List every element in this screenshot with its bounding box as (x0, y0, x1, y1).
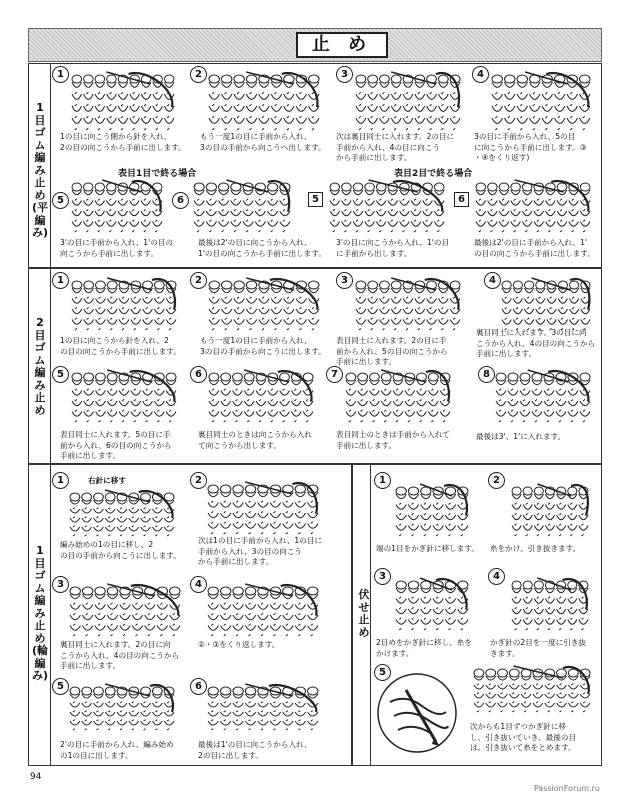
step-number: 2 (190, 272, 207, 289)
page-title: 止 め (296, 32, 388, 58)
step-caption: 糸をかけ、引き抜きます。 (490, 544, 581, 553)
knitting-diagram (204, 582, 322, 638)
step-caption: 1の目に向こうから針を入れ、2 の目の向こうから手前に出します。 (60, 336, 181, 356)
step-number: 4 (484, 272, 501, 289)
step-caption: 最後は1'の目に向こうから入れ、 2の目に出します。 (198, 740, 312, 760)
step-number: 2 (190, 472, 207, 489)
step-number: 5 (52, 192, 69, 209)
section-label-box (29, 465, 51, 765)
step-caption: 裏目同士に入れます。2の目に向 こうから入れ、4の目の向こうから 手前に出します。 (60, 640, 180, 670)
step-caption: 表目同士のときは手前から入れて 手前に出します。 (336, 430, 450, 450)
step-caption: 3の目に手前から入れ、5の目 に向こうから手前に出します。③ ・④をくり返す) (474, 132, 587, 162)
step-number: 3 (336, 66, 353, 83)
step-number: 3 (52, 576, 69, 593)
step-number: 1 (52, 472, 69, 489)
step-number: 1 (374, 472, 391, 489)
step-number: 5 (374, 664, 391, 681)
page-number: 94 (30, 772, 42, 782)
step-caption: ②・③をくり返します。 (198, 640, 280, 649)
annotation: 右針に移す (88, 476, 126, 485)
step-caption: 裏目同士のときは向こうから入れ て向こうから出します。 (198, 430, 312, 450)
section-label-box (353, 465, 375, 765)
knitting-diagram (342, 368, 454, 424)
knitting-diagram (68, 276, 180, 332)
step-caption: 次からも1目ずつかぎ針に移 し、引き抜いていき、最後の目 は、引き抜いて糸をとめます。 (470, 722, 577, 752)
step-caption: 2目めをかぎ針に移し、糸を かけます。 (376, 638, 472, 658)
knitting-diagram (205, 70, 323, 132)
step-caption: かぎ針の2目を一度に引き抜 きます。 (490, 638, 586, 658)
knitting-diagram (508, 482, 592, 538)
step-caption: 最後は3'、1'に入れます。 (476, 432, 566, 441)
subheading: 表目2目で終る場合 (394, 169, 473, 179)
knitting-diagram (508, 576, 592, 632)
knitting-diagram (66, 682, 178, 732)
section-label: 2 目 ゴ ム 編 み 止 め (34, 316, 46, 417)
step-number: 5 (52, 678, 69, 695)
step-caption: 次は裏目同士に入れます。2の目に 手前から入れ、4の目に向こう から手前に出します。 (336, 132, 455, 162)
knitting-diagram (66, 488, 178, 538)
step-caption: 端の1目をかぎ針に移します。 (376, 544, 479, 553)
section-label: 1 目 ゴ ム 編 み 止 め (平 編 み) (32, 101, 49, 239)
knitting-diagram (352, 276, 464, 332)
knitting-diagram (68, 70, 178, 132)
step-caption: 表目同士に入れます。2の目に手 前から入れ、5の目の向こうから 手前に出します。 (336, 336, 448, 366)
step-caption: 最後は2'の目に手前から入れ、1' の目の向こうから手前に出します。 (474, 238, 595, 258)
step-caption: 3'の目に手前から入れ、1'の目の 向こうから手前に出します。 (60, 238, 174, 258)
section-label: 1 目 ゴ ム 編 み 止 め (輪 編 み) (32, 544, 49, 682)
knitting-diagram (66, 582, 184, 638)
step-number: 4 (472, 66, 489, 83)
subheading: 表目1目で終る場合 (118, 169, 197, 179)
knitting-diagram (326, 178, 448, 234)
step-number: 8 (478, 366, 495, 383)
knitting-diagram (68, 368, 180, 424)
step-caption: もう一度1の目に手前から入れ、 3の目の手前から向こうへ出します。 (200, 132, 326, 152)
step-caption: 2'の目に手前から入れ、編み始め の1の目に出します。 (60, 740, 174, 760)
step-number: 4 (190, 576, 207, 593)
knitting-diagram (204, 480, 322, 536)
knitting-diagram (488, 70, 594, 132)
step-number: 5 (52, 366, 69, 383)
section-label: 伏 せ 止 め (358, 588, 370, 639)
knitting-diagram (392, 576, 472, 632)
step-number: 2 (488, 472, 505, 489)
knitting-diagram (205, 368, 317, 424)
knitting-diagram (392, 482, 472, 538)
step-number: 1 (52, 272, 69, 289)
knitting-diagram (352, 70, 464, 132)
step-number: 3 (374, 568, 391, 585)
title-bar (28, 28, 602, 62)
step-caption: 編み始めの1の目に移し、2 の目の手前から向こうに出します。 (60, 540, 181, 560)
step-caption: 3'の目に向こうから入れ、1'の目 に手前から出します。 (336, 238, 450, 258)
step-number: 6 (172, 192, 189, 209)
knitting-diagram (472, 178, 594, 234)
knitting-diagram (204, 682, 322, 732)
step-number: 3 (336, 272, 353, 289)
step-caption: 次は1の目に手前から入れ、1の目に 手前から入れ、3の目の向こう から手前に出します。 (198, 536, 323, 566)
step-number: 6 (190, 366, 207, 383)
knitting-diagram (470, 664, 594, 714)
step-caption: 裏目同士に入れます。3の目に向 こうから入れ、4の目の向こうから 手前に出します。 (476, 328, 596, 358)
knitting-diagram (68, 178, 166, 234)
step-caption: 最後は2'の目に向こうから入れ、 1'の目の向こうから手前に出します。 (198, 238, 326, 258)
step-number: 6 (190, 678, 207, 695)
watermark: PassionForum.ru (533, 784, 600, 793)
section-label-box (29, 269, 51, 463)
step-number: 7 (326, 366, 343, 383)
step-number: 4 (488, 568, 505, 585)
step-caption: 表目同士に入れます。5の目に手 前から入れ、6の目の向こうから 手前に出します。 (60, 430, 172, 460)
step-number: 1 (52, 66, 69, 83)
section-label-box (29, 64, 51, 267)
knitting-diagram (190, 178, 294, 234)
step-caption: もう一度1の目に手前から入れ、 3の目の手前から向こうに出します。 (200, 336, 326, 356)
step-number: 6 (454, 192, 469, 207)
knitting-diagram (492, 368, 594, 424)
step-caption: 1の目に向こう側から針を入れ、 2の目の向こうから手前に出します。 (60, 132, 186, 152)
knitting-diagram (205, 276, 323, 332)
step-number: 5 (308, 192, 323, 207)
knitting-diagram (498, 276, 594, 332)
closeup-circle-diagram (376, 672, 458, 754)
step-number: 2 (190, 66, 207, 83)
divider (370, 464, 371, 766)
